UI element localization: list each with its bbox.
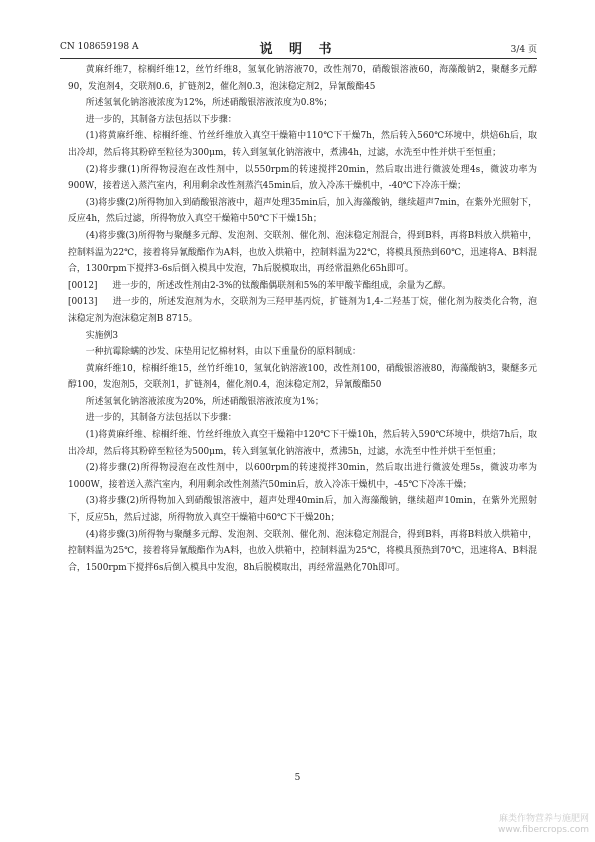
paragraph: (1)将黄麻纤维、棕榈纤维、竹丝纤维放入真空干燥箱中120℃下干燥10h，然后转入590℃环境中，烘焙7h后，取出冷却，然后将其粉碎至粒径为500μm，转入到氢氧化钠溶液中，煮沸5h，过滤，水洗至中性并烘干至恒重； xyxy=(68,430,537,457)
paragraph: 进一步的，其制备方法包括以下步骤： xyxy=(85,413,237,424)
section-heading: 实施例3 xyxy=(85,330,119,341)
paragraph: 一种抗霉除螨的沙发、床垫用记忆棉材料，由以下重量份的原料制成： xyxy=(85,347,361,358)
paragraph: (1)将黄麻纤维、棕榈纤维、竹丝纤维放入真空干燥箱中110℃下干燥7h，然后转入560℃环境中，烘焙6h后，取出冷却，然后将其粉碎至粒径为300μm，转入到氢氧化钠溶液中，煮沸4h，过滤，水洗至中性并烘干至恒重； xyxy=(68,131,537,158)
watermark xyxy=(498,814,589,836)
document-title: 说 明 书 xyxy=(259,42,338,57)
paragraph: 进一步的，其制备方法包括以下步骤： xyxy=(85,114,237,125)
header-rule xyxy=(60,58,537,59)
watermark-url: www.fibercrops.com xyxy=(498,825,589,835)
document-body xyxy=(68,62,537,576)
page-of-total: 3/4 页 xyxy=(510,45,537,55)
numbered-paragraph: [0013] 进一步的，所述发泡剂为水，交联剂为三羟甲基丙烷，扩链剂为1,4-二羟基丁烷，催化剂为胺类化合物，泡沫稳定剂为泡沫稳定剂B 8715。 xyxy=(68,297,538,324)
paragraph: 所述氢氧化钠溶液浓度为12%，所述硝酸银溶液浓度为0.8%； xyxy=(85,98,333,109)
paragraph: (4)将步骤(3)所得物与聚醚多元醇、发泡剂、交联剂、催化剂、泡沫稳定剂混合，得到B料，再将B料放入烘箱中，控制料温为25℃，接着将异氰酸酯作为A料，也放入烘箱中，控制料温为25℃，将模具预热到70℃，迅速将A、B料混合，1500rpm下搅拌6s后倒入模具中发泡，8h后脱模取出，再经常温熟化70h即可。 xyxy=(68,529,537,573)
paragraph: 所述氢氧化钠溶液浓度为20%，所述硝酸银溶液浓度为1%； xyxy=(85,396,324,407)
paragraph: (2)将步骤(1)所得物浸泡在改性剂中，以550rpm的转速搅拌20min，然后取出进行微波处理4s，微波功率为900W，接着送入蒸汽室内，利用剩余改性剂蒸汽45min后，放入冷冻干燥机中，-40℃下冷冻干燥； xyxy=(68,164,537,192)
paragraph: (2)将步骤(2)所得物浸泡在改性剂中，以600rpm的转速搅拌30min，然后取出进行微波处理5s，微波功率为1000W，接着送入蒸汽室内，利用剩余改性剂蒸汽50min后，放入冷冻干燥机中，-45℃下冷冻干燥； xyxy=(68,463,537,490)
page-number: 5 xyxy=(294,773,301,783)
page-header xyxy=(60,38,537,60)
paragraph: 黄麻纤维10，棕榈纤维15，丝竹纤维10，氢氧化钠溶液100，改性剂100，硝酸银溶液80，海藻酸钠3，聚醚多元醇100，发泡剂5，交联剂1，扩链剂4，催化剂0.4，泡沫稳定剂2，异氰酸酯50 xyxy=(68,363,537,391)
watermark-line: 麻类作物营养与施肥网 xyxy=(498,814,589,824)
publication-number: CN 108659198 A xyxy=(60,42,139,52)
paragraph: 黄麻纤维7，棕榈纤维12，丝竹纤维8，氢氧化钠溶液70，改性剂70，硝酸银溶液60，海藻酸钠2，聚醚多元醇90，发泡剂4，交联剂0.6，扩链剂2，催化剂0.3，泡沫稳定剂2，异氰酸酯45 xyxy=(68,65,537,92)
paragraph: (3)将步骤(2)所得物加入到硝酸银溶液中，超声处理40min后，加入海藻酸钠，继续超声10min，在紫外光照射下，反应5h，然后过滤，所得物放入真空干燥箱中60℃下干燥20h； xyxy=(68,496,537,524)
paragraph: (3)将步骤(2)所得物加入到硝酸银溶液中，超声处理35min后，加入海藻酸钠，继续超声7min，在紫外光照射下，反应4h，然后过滤，所得物放入真空干燥箱中50℃下干燥15h； xyxy=(68,197,537,225)
numbered-paragraph: [0012] 进一步的，所述改性剂由2-3%的钛酸酯偶联剂和5%的苯甲酸苄酯组成，余量为乙醇。 xyxy=(68,280,451,291)
paragraph: (4)将步骤(3)所得物与聚醚多元醇、发泡剂、交联剂、催化剂、泡沫稳定剂混合，得到B料，再将B料放入烘箱中，控制料温为22℃，接着将异氰酸酯作为A料，也放入烘箱中，控制料温为22℃，将模具预热到60℃，迅速将A、B料混合，1300rpm下搅拌3-6s后倒入模具中发泡，7h后脱模取出，再经常温熟化65h即可。 xyxy=(68,230,537,275)
paragraph-number: [0013] xyxy=(68,297,98,308)
paragraph-number: [0012] xyxy=(68,280,98,291)
